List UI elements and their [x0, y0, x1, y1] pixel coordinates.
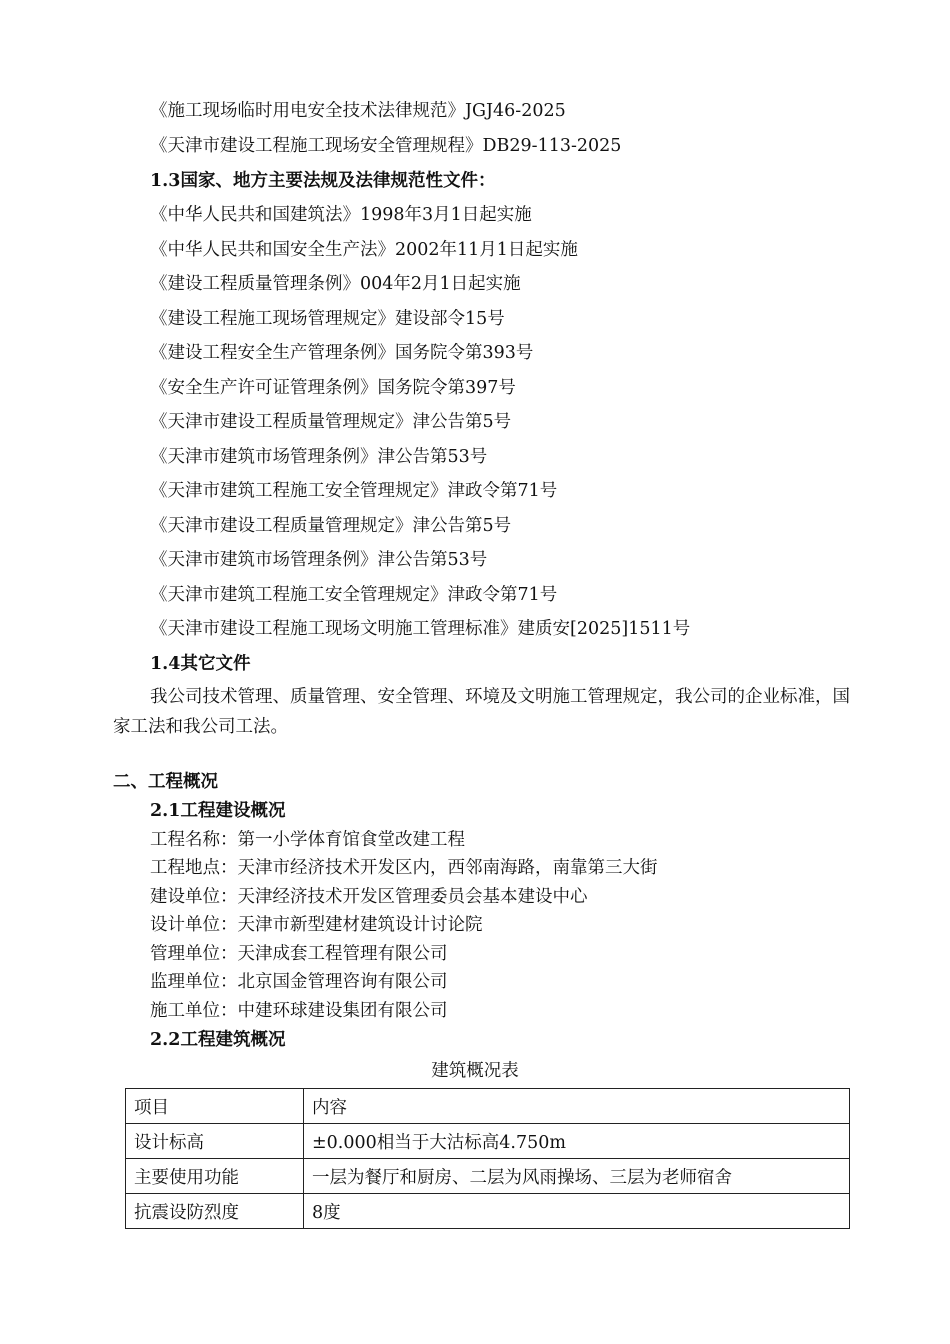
project-info-item: 设计单位：天津市新型建材建筑设计讨论院 [150, 915, 483, 935]
regulation-item: 《建设工程安全生产管理条例》国务院令第393号 [150, 343, 534, 363]
project-info-item: 建设单位：天津经济技术开发区管理委员会基本建设中心 [150, 887, 588, 907]
regulation-item: 《建设工程质量管理条例》004年2月1日起实施 [150, 274, 521, 294]
table-cell: 抗震设防烈度 [126, 1194, 304, 1229]
project-info-item: 管理单位：天津成套工程管理有限公司 [150, 944, 448, 964]
regulation-item: 《天津市建筑市场管理条例》津公告第53号 [150, 550, 488, 570]
table-cell: 主要使用功能 [126, 1159, 304, 1194]
regulation-item: 《安全生产许可证管理条例》国务院令第397号 [150, 378, 516, 398]
regulation-item: 《天津市建筑工程施工安全管理规定》津政令第71号 [150, 585, 558, 605]
building-overview-table [125, 1088, 850, 1229]
table-row [126, 1124, 850, 1159]
table-cell: 设计标高 [126, 1124, 304, 1159]
table-cell: 8度 [304, 1194, 850, 1229]
section-heading-2-2: 2.2工程建筑概况 [150, 1030, 286, 1050]
section-heading-1-4: 1.4其它文件 [150, 654, 251, 674]
table-cell: 一层为餐厅和厨房、二层为风雨操场、三层为老师宿舍 [304, 1159, 850, 1194]
standard-item: 《施工现场临时用电安全技术法律规范》JGJ46-2025 [150, 101, 566, 121]
table-cell: 内容 [304, 1089, 850, 1124]
table-row [126, 1159, 850, 1194]
table-row [126, 1194, 850, 1229]
project-info-item: 施工单位：中建环球建设集团有限公司 [150, 1001, 448, 1021]
project-info-item: 工程名称：第一小学体育馆食堂改建工程 [150, 830, 465, 850]
table-cell: 项目 [126, 1089, 304, 1124]
table-row [126, 1089, 850, 1124]
project-info-item: 监理单位：北京国金管理咨询有限公司 [150, 972, 448, 992]
regulation-item: 《建设工程施工现场管理规定》建设部令15号 [150, 309, 505, 329]
project-info-item: 工程地点：天津市经济技术开发区内，西邻南海路，南靠第三大街 [150, 858, 658, 878]
regulation-item: 《天津市建设工程质量管理规定》津公告第5号 [150, 516, 512, 536]
table-caption: 建筑概况表 [431, 1061, 519, 1081]
regulation-item: 《天津市建筑市场管理条例》津公告第53号 [150, 447, 488, 467]
regulation-item: 《中华人民共和国建筑法》1998年3月1日起实施 [150, 205, 532, 225]
other-documents-paragraph: 我公司技术管理、质量管理、安全管理、环境及文明施工管理规定，我公司的企业标准，国家工法和我公司工法。 [113, 687, 850, 737]
regulation-item: 《中华人民共和国安全生产法》2002年11月1日起实施 [150, 240, 578, 260]
section-heading-1-3: 1.3国家、地方主要法规及法律规范性文件： [150, 171, 496, 191]
regulation-item: 《天津市建筑工程施工安全管理规定》津政令第71号 [150, 481, 558, 501]
regulation-item: 《天津市建设工程施工现场文明施工管理标准》建质安[2025]1511号 [150, 619, 691, 639]
section-heading-2-1: 2.1工程建设概况 [150, 801, 286, 821]
regulation-item: 《天津市建设工程质量管理规定》津公告第5号 [150, 412, 512, 432]
table-cell: ±0.000相当于大沽标高4.750m [304, 1124, 850, 1159]
standard-item: 《天津市建设工程施工现场安全管理规程》DB29-113-2025 [150, 136, 622, 156]
chapter-heading-2: 二、工程概况 [113, 772, 218, 792]
